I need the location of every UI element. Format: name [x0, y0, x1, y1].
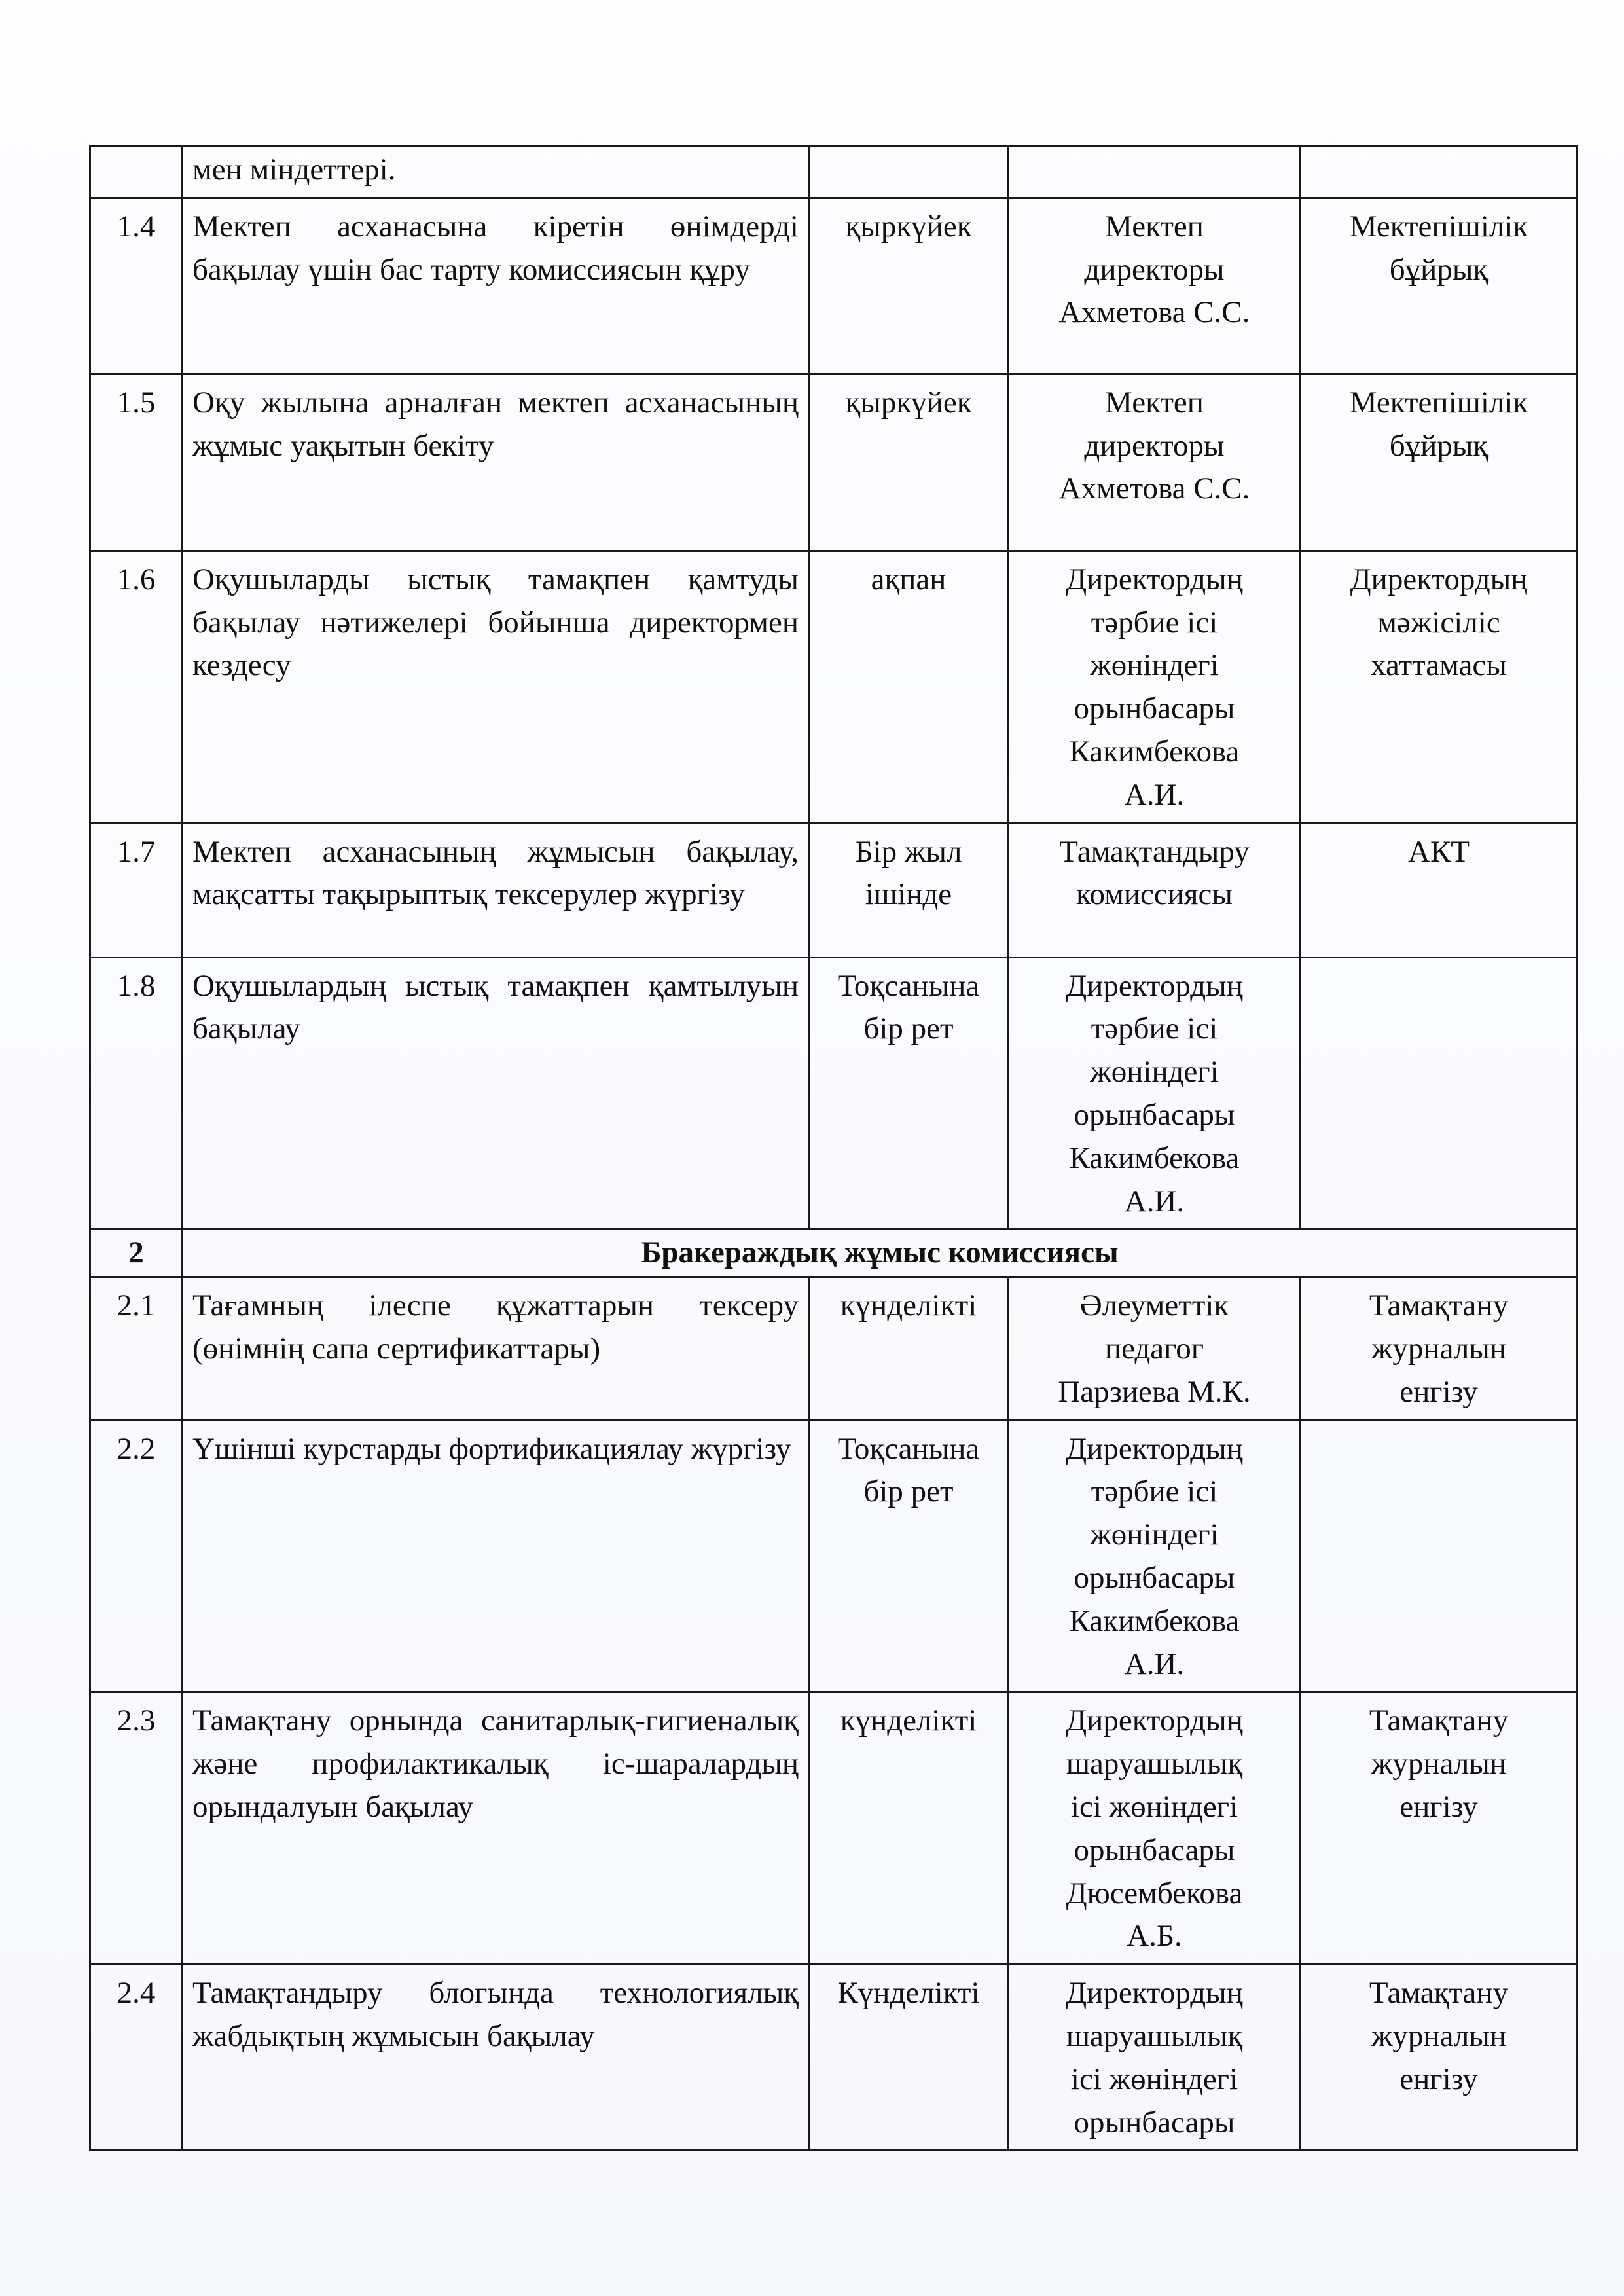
- document-line: Мектепішілік: [1349, 209, 1528, 244]
- table-row: [90, 374, 1578, 551]
- num-cell: [90, 147, 183, 198]
- document-line: журналын: [1371, 1747, 1507, 1781]
- document-cell: [1301, 823, 1578, 957]
- responsible-line: А.И.: [1124, 1184, 1185, 1218]
- responsible-line: Мектеп: [1105, 209, 1204, 244]
- document-line: Тамақтану: [1369, 1288, 1509, 1323]
- row-number: 1.6: [90, 551, 183, 823]
- responsible-line: А.Б.: [1127, 1919, 1182, 1954]
- responsible-line: орынбасары: [1074, 1097, 1235, 1132]
- responsible-cell: [1009, 374, 1301, 551]
- responsible-line: Тамақтандыру: [1059, 834, 1250, 869]
- document-cell: [1301, 957, 1578, 1230]
- responsible-line: тәрбие ісі: [1091, 605, 1218, 640]
- period-cell: қыркүйек: [809, 374, 1009, 551]
- responsible-line: ісі жөніндегі: [1070, 1789, 1238, 1824]
- responsible-line: Директордың: [1066, 968, 1243, 1003]
- responsible-cell: [1009, 1277, 1301, 1420]
- section-title: Бракераждық жұмыс комиссиясы: [183, 1230, 1578, 1277]
- responsible-line: А.И.: [1124, 1647, 1185, 1681]
- task-description: Мектеп асханасына кіретін өнімдерді бақылау үшін бас тарту комиссиясын құру: [183, 198, 809, 374]
- task-description: Оқушыларды ыстық тамақпен қамтуды бақылау нәтижелері бойынша директормен кездесу: [183, 551, 809, 823]
- period-cell: [809, 147, 1009, 198]
- table-row: [90, 551, 1578, 823]
- table-row: [90, 957, 1578, 1230]
- responsible-line: тәрбие ісі: [1091, 1474, 1218, 1509]
- document-line: журналын: [1371, 2018, 1507, 2053]
- table-row: [90, 823, 1578, 957]
- responsible-line: жөніндегі: [1090, 1518, 1219, 1552]
- responsible-line: орынбасары: [1074, 2105, 1235, 2140]
- responsible-line: А.И.: [1124, 777, 1185, 812]
- responsible-cell: [1009, 957, 1301, 1230]
- row-number: 2.3: [90, 1692, 183, 1965]
- document-line: Директордың: [1350, 562, 1528, 596]
- responsible-line: Какимбекова: [1069, 734, 1240, 769]
- document-cell: [1301, 1420, 1578, 1692]
- responsible-line: орынбасары: [1074, 1560, 1235, 1595]
- responsible-line: директоры: [1084, 428, 1225, 463]
- table-row-continuation: [90, 147, 1578, 198]
- responsible-line: Какимбекова: [1069, 1603, 1240, 1638]
- row-number: 2.2: [90, 1420, 183, 1692]
- responsible-cell: [1009, 551, 1301, 823]
- responsible-line: Ахметова С.С.: [1058, 295, 1250, 330]
- responsible-line: Директордың: [1066, 1976, 1243, 2011]
- responsible-line: Директордың: [1066, 1431, 1243, 1466]
- responsible-line: жөніндегі: [1090, 648, 1219, 683]
- document-line: Тамақтану: [1369, 1976, 1509, 2011]
- row-number: 1.4: [90, 198, 183, 374]
- period-cell: ақпан: [809, 551, 1009, 823]
- document-cell: [1301, 1277, 1578, 1420]
- responsible-line: ісі жөніндегі: [1070, 2062, 1238, 2096]
- responsible-line: Дюсембекова: [1066, 1876, 1243, 1910]
- responsible-line: орынбасары: [1074, 1832, 1235, 1867]
- responsible-cell: [1009, 1692, 1301, 1965]
- responsible-line: шаруашылық: [1066, 2018, 1243, 2053]
- table-row: [90, 1420, 1578, 1692]
- responsible-line: шаруашылық: [1066, 1747, 1243, 1781]
- responsible-line: комиссиясы: [1076, 877, 1233, 912]
- row-number: 1.8: [90, 957, 183, 1230]
- responsible-line: Директордың: [1066, 562, 1243, 596]
- period-cell: Тоқсанына бір рет: [809, 1420, 1009, 1692]
- responsible-line: Ахметова С.С.: [1058, 471, 1250, 506]
- document-line: АКТ: [1408, 834, 1470, 869]
- responsible-line: директоры: [1084, 252, 1225, 287]
- responsible-cell: [1009, 147, 1301, 198]
- period-cell: күнделікті: [809, 1692, 1009, 1965]
- document-line: хаттамасы: [1371, 648, 1507, 683]
- table-row: [90, 1692, 1578, 1965]
- plan-table: [89, 145, 1578, 2151]
- responsible-cell: [1009, 1420, 1301, 1692]
- document-line: бұйрық: [1389, 252, 1489, 287]
- period-cell: Тоқсанына бір рет: [809, 957, 1009, 1230]
- responsible-line: Какимбекова: [1069, 1140, 1240, 1175]
- section-number: 2: [90, 1230, 183, 1277]
- document-line: енгізу: [1399, 1374, 1478, 1409]
- responsible-line: педагог: [1104, 1331, 1204, 1366]
- document-cell: [1301, 551, 1578, 823]
- document-line: Тамақтану: [1369, 1704, 1509, 1738]
- responsible-line: Әлеуметтік: [1079, 1288, 1229, 1323]
- task-description: Тамақтандыру блогында технологиялық жабдықтың жұмысын бақылау: [183, 1965, 809, 2151]
- task-cell: мен міндеттері.: [183, 147, 809, 198]
- task-description: Тағамның ілеспе құжаттарын тексеру (өнімнің сапа сертификаттары): [183, 1277, 809, 1420]
- task-description: Оқушылардың ыстық тамақпен қамтылуын бақылау: [183, 957, 809, 1230]
- document-cell: [1301, 147, 1578, 198]
- table-row: [90, 198, 1578, 374]
- responsible-line: Мектеп: [1105, 385, 1204, 420]
- row-number: 1.5: [90, 374, 183, 551]
- responsible-cell: [1009, 823, 1301, 957]
- table-row: [90, 1277, 1578, 1420]
- document-line: Мектепішілік: [1349, 385, 1528, 420]
- row-number: 2.1: [90, 1277, 183, 1420]
- period-cell: қыркүйек: [809, 198, 1009, 374]
- period-cell: күнделікті: [809, 1277, 1009, 1420]
- document-line: енгізу: [1399, 1789, 1478, 1824]
- document-cell: [1301, 1692, 1578, 1965]
- document-cell: [1301, 1965, 1578, 2151]
- row-number: 1.7: [90, 823, 183, 957]
- document-cell: [1301, 198, 1578, 374]
- period-cell: Бір жыл ішінде: [809, 823, 1009, 957]
- responsible-line: Директордың: [1066, 1704, 1243, 1738]
- document-line: мәжісіліс: [1377, 605, 1500, 640]
- responsible-line: Парзиева М.К.: [1058, 1374, 1251, 1409]
- responsible-line: орынбасары: [1074, 691, 1235, 726]
- task-description: Үшінші курстарды фортификациялау жүргізу: [183, 1420, 809, 1692]
- document-cell: [1301, 374, 1578, 551]
- document-line: журналын: [1371, 1331, 1507, 1366]
- task-description: Тамақтану орнында санитарлық-гигиеналық және профилактикалық іс-шаралардың орындалуын бақылау: [183, 1692, 809, 1965]
- responsible-cell: [1009, 1965, 1301, 2151]
- task-description: Оқу жылына арналған мектеп асханасының жұмыс уақытын бекіту: [183, 374, 809, 551]
- document-line: енгізу: [1399, 2062, 1478, 2096]
- table-row: [90, 1965, 1578, 2151]
- document-line: бұйрық: [1389, 428, 1489, 463]
- row-number: 2.4: [90, 1965, 183, 2151]
- responsible-line: тәрбие ісі: [1091, 1011, 1218, 1046]
- section-row: [90, 1230, 1578, 1277]
- responsible-cell: [1009, 198, 1301, 374]
- responsible-line: жөніндегі: [1090, 1055, 1219, 1089]
- period-cell: Күнделікті: [809, 1965, 1009, 2151]
- task-description: Мектеп асханасының жұмысын бақылау, мақсатты тақырыптық тексерулер жүргізу: [183, 823, 809, 957]
